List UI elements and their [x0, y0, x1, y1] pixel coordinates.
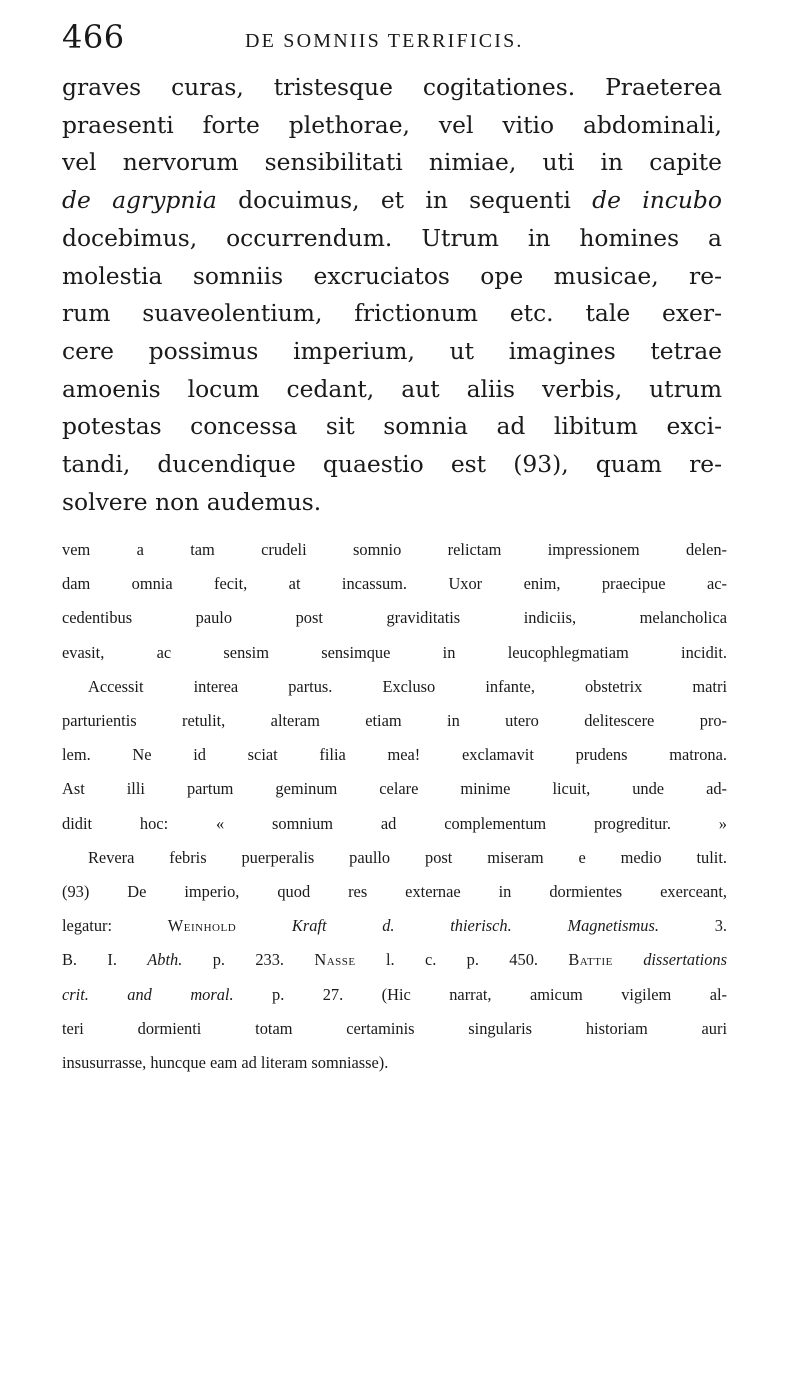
- footnote-line: parturientis retulit, alteram etiam in utero delitescere pro-: [62, 711, 727, 731]
- author-nasse: Nasse: [314, 950, 356, 970]
- footnote-line: B. I. Abth. p. 233. Nasse l. c. p. 450. Battie dissertations: [62, 950, 727, 970]
- text-line: rum suaveolentium, frictionum etc. tale exer-: [62, 299, 722, 328]
- citation-title: Kraft d. thierisch. Magnetismus.: [291, 916, 659, 936]
- text-line: solvere non audemus.: [62, 487, 322, 516]
- footnote-line: teri dormienti totam certaminis singularis historiam auri: [62, 1018, 727, 1038]
- text-line: de agrypnia docuimus, et in sequenti de incubo: [62, 186, 722, 215]
- text-line: tandi, ducendique quaestio est (93), quam re-: [62, 450, 722, 479]
- running-title: DE SOMNIIS TERRIFICIS.: [245, 30, 524, 52]
- italic-title-incubo: de incubo: [592, 186, 722, 215]
- text-line: cere possimus imperium, ut imagines tetrae: [62, 336, 722, 365]
- footnote-line: lem. Ne id sciat filia mea! exclamavit prudens matrona.: [62, 745, 727, 765]
- footnote-line: insusurrasse, huncque eam ad literam somniasse).: [62, 1053, 389, 1073]
- text-line: vel nervorum sensibilitati nimiae, uti in capite: [62, 148, 722, 177]
- text-line: praesenti forte plethorae, vel vitio abdominali,: [62, 110, 722, 139]
- citation-title: crit. and moral.: [62, 984, 234, 1004]
- text-line: amoenis locum cedant, aut aliis verbis, utrum: [62, 374, 722, 403]
- footnote-line: evasit, ac sensim sensimque in leucophlegmatiam incidit.: [62, 642, 727, 662]
- footnote-93: (93) De imperio, quod res externae in dormientes exerceant,: [62, 882, 727, 902]
- footnote-line: Ast illi partum geminum celare minime licuit, unde ad-: [62, 779, 727, 799]
- footnote-line: Accessit interea partus. Excluso infante, obstetrix matri: [88, 676, 727, 696]
- text-line: molestia somniis excruciatos ope musicae, re-: [62, 261, 722, 290]
- footnote-line: legatur: Weinhold Kraft d. thierisch. Magnetismus. 3.: [62, 916, 727, 936]
- text-line: graves curas, tristesque cogitationes. Praeterea: [62, 73, 722, 101]
- citation-title: dissertations: [643, 950, 727, 970]
- footnote-line: dam omnia fecit, at incassum. Uxor enim, praecipue ac-: [62, 574, 727, 594]
- footnotes: [62, 533, 727, 1080]
- author-weinhold: Weinhold: [167, 916, 237, 936]
- main-text: [62, 69, 722, 521]
- footnote-line: didit hoc: « somnium ad complementum progreditur. »: [62, 813, 727, 833]
- text-line: docebimus, occurrendum. Utrum in homines a: [62, 223, 722, 252]
- page-header: [62, 18, 722, 68]
- footnote-line: cedentibus paulo post graviditatis indiciis, melancholica: [62, 608, 727, 628]
- footnote-line: crit. and moral. p. 27. (Hic narrat, amicum vigilem al-: [62, 984, 727, 1004]
- footnote-line: vem a tam crudeli somnio relictam impressionem delen-: [62, 540, 727, 559]
- italic-title-agrypnia: de agrypnia: [62, 186, 217, 215]
- page-number: 466: [62, 18, 125, 56]
- text-line: potestas concessa sit somnia ad libitum exci-: [62, 412, 722, 441]
- footnote-line: Revera febris puerperalis paullo post miseram e medio tulit.: [88, 847, 727, 867]
- author-battie: Battie: [568, 950, 613, 970]
